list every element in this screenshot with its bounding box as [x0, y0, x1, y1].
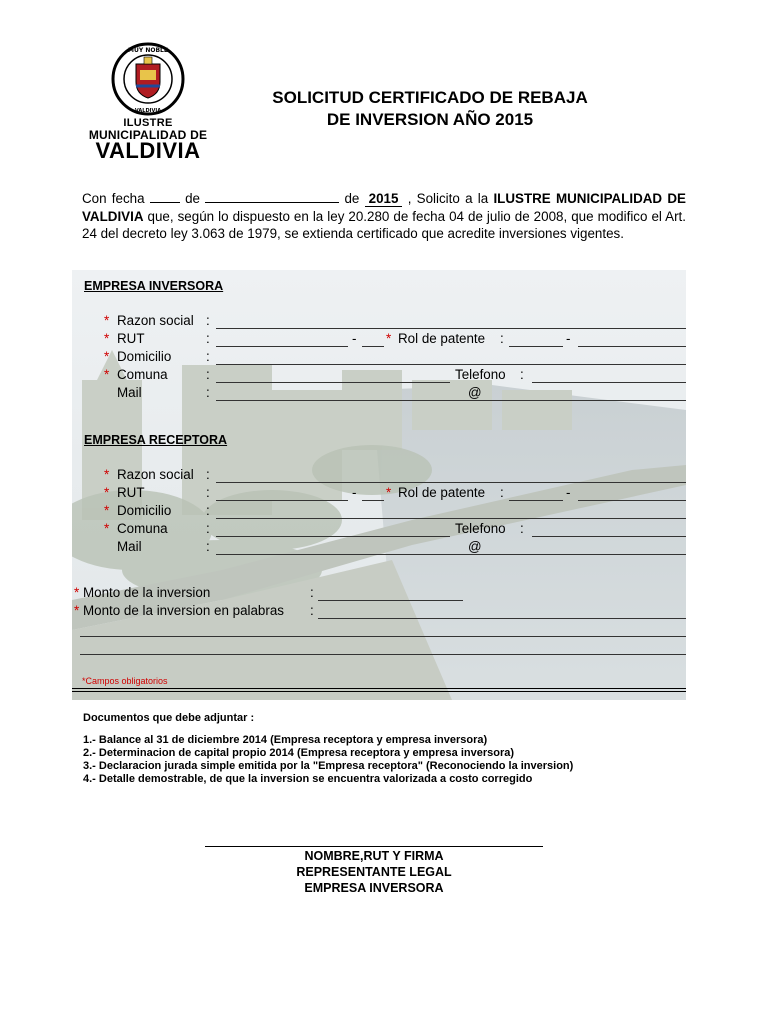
- intro-paragraph: [82, 190, 686, 243]
- inv-rol-dv-field[interactable]: [578, 346, 686, 347]
- inv-telefono-field[interactable]: [532, 382, 686, 383]
- required-marker: *: [386, 331, 392, 346]
- colon: :: [520, 521, 524, 536]
- page-title-line1: SOLICITUD CERTIFICADO DE REBAJA: [272, 88, 588, 107]
- rec-telefono-label: Telefono: [455, 521, 506, 536]
- logo-line-ilustre: ILUSTRE: [123, 117, 173, 129]
- monto-palabras-label: Monto de la inversion en palabras: [83, 603, 284, 618]
- colon: :: [206, 521, 210, 536]
- colon: :: [206, 331, 210, 346]
- signature-line[interactable]: [205, 846, 543, 847]
- colon: :: [520, 367, 524, 382]
- colon: :: [206, 503, 210, 518]
- signature-label-line2: REPRESENTANTE LEGAL: [296, 865, 452, 879]
- document-item-1: 1.- Balance al 31 de diciembre 2014 (Empresa receptora y empresa inversora): [83, 734, 488, 746]
- rec-rol-dv-field[interactable]: [578, 500, 686, 501]
- colon: :: [310, 603, 314, 618]
- colon: :: [206, 349, 210, 364]
- colon: :: [206, 367, 210, 382]
- required-marker: *: [386, 485, 392, 500]
- required-marker: *: [104, 521, 110, 536]
- rec-mail-label: Mail: [117, 539, 142, 554]
- rec-telefono-field[interactable]: [532, 536, 686, 537]
- dash: -: [352, 485, 357, 500]
- logo-line-municipalidad: MUNICIPALIDAD DE: [88, 128, 208, 142]
- inv-comuna-field[interactable]: [216, 382, 450, 383]
- documents-heading: Documentos que debe adjuntar :: [83, 712, 255, 724]
- intro-text-solicito: , Solicito a la: [407, 191, 489, 206]
- rec-domicilio-field[interactable]: [216, 518, 686, 519]
- dash: -: [566, 485, 571, 500]
- inv-rut-dv-field[interactable]: [362, 346, 384, 347]
- inv-mail-label: Mail: [117, 385, 142, 400]
- intro-text-de: de: [185, 191, 200, 206]
- colon: :: [206, 385, 210, 400]
- rec-domicilio-label: Domicilio: [117, 503, 172, 518]
- inv-domicilio-label: Domicilio: [117, 349, 172, 364]
- required-marker: *: [104, 349, 110, 364]
- signature-label-line1: NOMBRE,RUT Y FIRMA: [304, 849, 444, 863]
- monto-field[interactable]: [318, 600, 463, 601]
- document-item-4: 4.- Detalle demostrable, de que la inversion se encuentra valorizada a costo corregido: [83, 773, 533, 785]
- year-field[interactable]: 2015: [365, 191, 403, 207]
- signature-label-line3: EMPRESA INVERSORA: [304, 881, 444, 895]
- logo-line-valdivia: VALDIVIA: [95, 138, 201, 163]
- at-sign: @: [468, 385, 482, 400]
- inv-rol-field[interactable]: [509, 346, 563, 347]
- rec-rut-dv-field[interactable]: [362, 500, 384, 501]
- section-empresa-inversora: EMPRESA INVERSORA: [84, 279, 224, 293]
- section-divider: [72, 691, 686, 692]
- required-marker: *: [104, 313, 110, 328]
- inv-domicilio-field[interactable]: [216, 364, 686, 365]
- monto-palabras-field-line2[interactable]: [80, 636, 686, 637]
- monto-label: Monto de la inversion: [83, 585, 211, 600]
- monto-palabras-field[interactable]: [318, 618, 686, 619]
- intro-text-con-fecha: Con fecha: [82, 191, 145, 206]
- dash: -: [566, 331, 571, 346]
- document-item-3: 3.- Declaracion jurada simple emitida por la "Empresa receptora" (Reconociendo la inversion): [83, 760, 574, 772]
- intro-municipality-name: ILUSTRE MUNICIPALIDAD DE VALDIVIA: [82, 191, 686, 224]
- inv-razon-field[interactable]: [216, 328, 686, 329]
- section-divider: [72, 688, 686, 689]
- inv-rol-label: Rol de patente: [398, 331, 486, 346]
- rec-rut-field[interactable]: [216, 500, 348, 501]
- colon: :: [500, 331, 504, 346]
- document-item-2: 2.- Determinacion de capital propio 2014 (Empresa receptora y empresa inversora): [83, 747, 515, 759]
- required-marker: *: [74, 585, 80, 600]
- municipal-seal-logo: [106, 42, 190, 116]
- required-marker: *: [104, 503, 110, 518]
- colon: :: [310, 585, 314, 600]
- colon: :: [206, 467, 210, 482]
- inv-razon-label: Razon social: [117, 313, 194, 328]
- required-fields-note: *Campos obligatorios: [82, 676, 168, 686]
- inv-rut-label: RUT: [117, 331, 145, 346]
- inv-comuna-label: Comuna: [117, 367, 168, 382]
- inv-rut-field[interactable]: [216, 346, 348, 347]
- dash: -: [352, 331, 357, 346]
- day-field[interactable]: [150, 190, 180, 203]
- inv-telefono-label: Telefono: [455, 367, 506, 382]
- rec-rol-field[interactable]: [509, 500, 563, 501]
- at-sign: @: [468, 539, 482, 554]
- svg-text:VALDIVIA: VALDIVIA: [134, 108, 162, 114]
- colon: :: [206, 313, 210, 328]
- rec-comuna-field[interactable]: [216, 536, 450, 537]
- rec-razon-label: Razon social: [117, 467, 194, 482]
- required-marker: *: [104, 485, 110, 500]
- svg-text:MUY NOBLE: MUY NOBLE: [128, 47, 168, 54]
- rec-rol-label: Rol de patente: [398, 485, 486, 500]
- colon: :: [206, 485, 210, 500]
- rec-mail-field[interactable]: [216, 554, 686, 555]
- required-marker: *: [104, 467, 110, 482]
- required-marker: *: [74, 603, 80, 618]
- intro-text-de-2: de: [344, 191, 360, 206]
- colon: :: [206, 539, 210, 554]
- rec-razon-field[interactable]: [216, 482, 686, 483]
- rec-comuna-label: Comuna: [117, 521, 168, 536]
- rec-rut-label: RUT: [117, 485, 145, 500]
- inv-mail-field[interactable]: [216, 400, 686, 401]
- colon: :: [500, 485, 504, 500]
- intro-text-body: que, según lo dispuesto en la ley 20.280 de fecha 04 de julio de 2008, que modifico el Art. 24 del decreto ley 3.063 de 1979, se extienda certificado que acredite inversiones vigentes.: [82, 208, 686, 241]
- page-title-line2: DE INVERSION AÑO 2015: [326, 110, 534, 129]
- required-marker: *: [104, 331, 110, 346]
- month-field[interactable]: [205, 190, 339, 203]
- monto-palabras-field-line3[interactable]: [80, 654, 686, 655]
- section-empresa-receptora: EMPRESA RECEPTORA: [84, 433, 228, 447]
- required-marker: *: [104, 367, 110, 382]
